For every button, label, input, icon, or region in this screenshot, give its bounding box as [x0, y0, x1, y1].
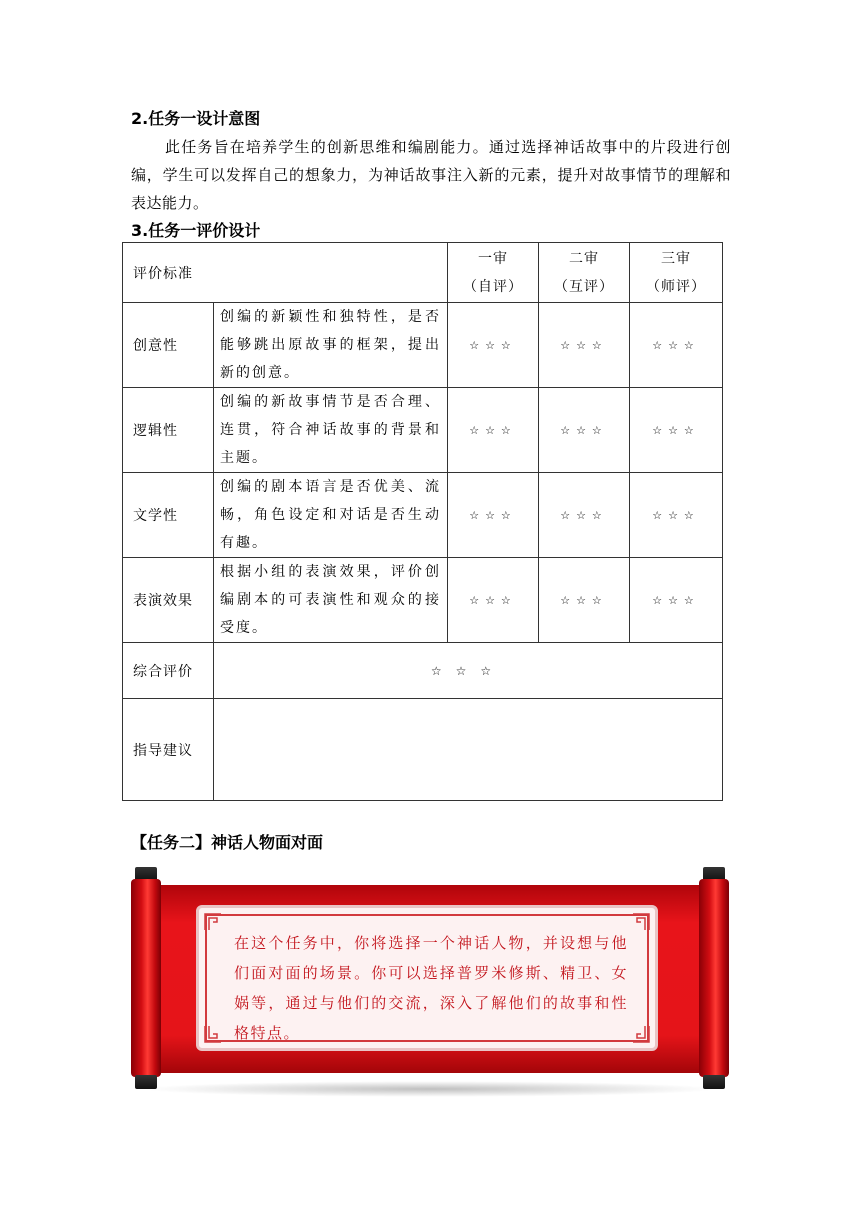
- column-header-third-review: [630, 243, 723, 303]
- rating-stars: ☆☆☆: [539, 388, 630, 473]
- section-heading-evaluation: 3.任务一评价设计: [131, 221, 261, 240]
- fret-corner-icon: [631, 912, 651, 932]
- column-header-second-review: [539, 243, 630, 303]
- rating-stars: ☆☆☆: [448, 303, 539, 388]
- table-row: [123, 388, 723, 473]
- column-title: 一审: [478, 250, 508, 267]
- column-subtitle: （互评）: [554, 278, 614, 295]
- rating-stars: ☆☆☆: [448, 558, 539, 643]
- fret-corner-icon: [631, 1024, 651, 1044]
- column-title: 二审: [569, 250, 599, 267]
- rating-stars: ☆☆☆: [448, 388, 539, 473]
- scroll-banner: [131, 867, 729, 1097]
- rating-stars: ☆☆☆: [539, 303, 630, 388]
- column-title: 三审: [661, 250, 691, 267]
- scroll-text-panel: [196, 905, 658, 1051]
- criterion-description: 创编的新故事情节是否合理、连贯，符合神话故事的背景和主题。: [214, 388, 448, 473]
- advice-field[interactable]: [214, 699, 723, 801]
- overall-row: [123, 643, 723, 699]
- criterion-description: 创编的新颖性和独特性，是否能够跳出原故事的框架，提出新的创意。: [214, 303, 448, 388]
- rating-stars: ☆☆☆: [448, 473, 539, 558]
- rating-stars: ☆☆☆: [539, 473, 630, 558]
- rating-stars: ☆☆☆: [630, 303, 723, 388]
- criterion-label: 表演效果: [123, 558, 214, 643]
- advice-label: 指导建议: [123, 699, 214, 801]
- criterion-description: 根据小组的表演效果，评价创编剧本的可表演性和观众的接受度。: [214, 558, 448, 643]
- table-row: [123, 473, 723, 558]
- table-row: [123, 303, 723, 388]
- scroll-rod-right: [699, 867, 729, 1089]
- column-subtitle: （自评）: [463, 278, 523, 295]
- overall-rating-stars: ☆☆☆: [214, 643, 723, 699]
- scroll-shadow: [141, 1081, 719, 1097]
- fret-corner-icon: [203, 1024, 223, 1044]
- column-header-first-review: [448, 243, 539, 303]
- task2-description: 在这个任务中，你将选择一个神话人物，并设想与他们面对面的场景。你可以选择普罗米修斯、精卫、女娲等，通过与他们的交流，深入了解他们的故事和性格特点。: [234, 934, 628, 1042]
- column-subtitle: （师评）: [646, 278, 706, 295]
- evaluation-table: [122, 242, 723, 801]
- criterion-label: 逻辑性: [123, 388, 214, 473]
- rating-stars: ☆☆☆: [630, 473, 723, 558]
- table-header-row: [123, 243, 723, 303]
- design-intent-paragraph: 此任务旨在培养学生的创新思维和编剧能力。通过选择神话故事中的片段进行创编，学生可以发挥自己的想象力，为神话故事注入新的元素，提升对故事情节的理解和表达能力。: [131, 138, 731, 212]
- criterion-label: 创意性: [123, 303, 214, 388]
- rating-stars: ☆☆☆: [630, 388, 723, 473]
- table-row: [123, 558, 723, 643]
- fret-corner-icon: [203, 912, 223, 932]
- overall-label: 综合评价: [123, 643, 214, 699]
- scroll-rod-left: [131, 867, 161, 1089]
- section-heading-design-intent: 2.任务一设计意图: [131, 109, 261, 128]
- criteria-header: 评价标准: [123, 243, 448, 303]
- criterion-label: 文学性: [123, 473, 214, 558]
- task2-heading: 【任务二】神话人物面对面: [131, 833, 324, 852]
- advice-row: [123, 699, 723, 801]
- rating-stars: ☆☆☆: [630, 558, 723, 643]
- rating-stars: ☆☆☆: [539, 558, 630, 643]
- criterion-description: 创编的剧本语言是否优美、流畅，角色设定和对话是否生动有趣。: [214, 473, 448, 558]
